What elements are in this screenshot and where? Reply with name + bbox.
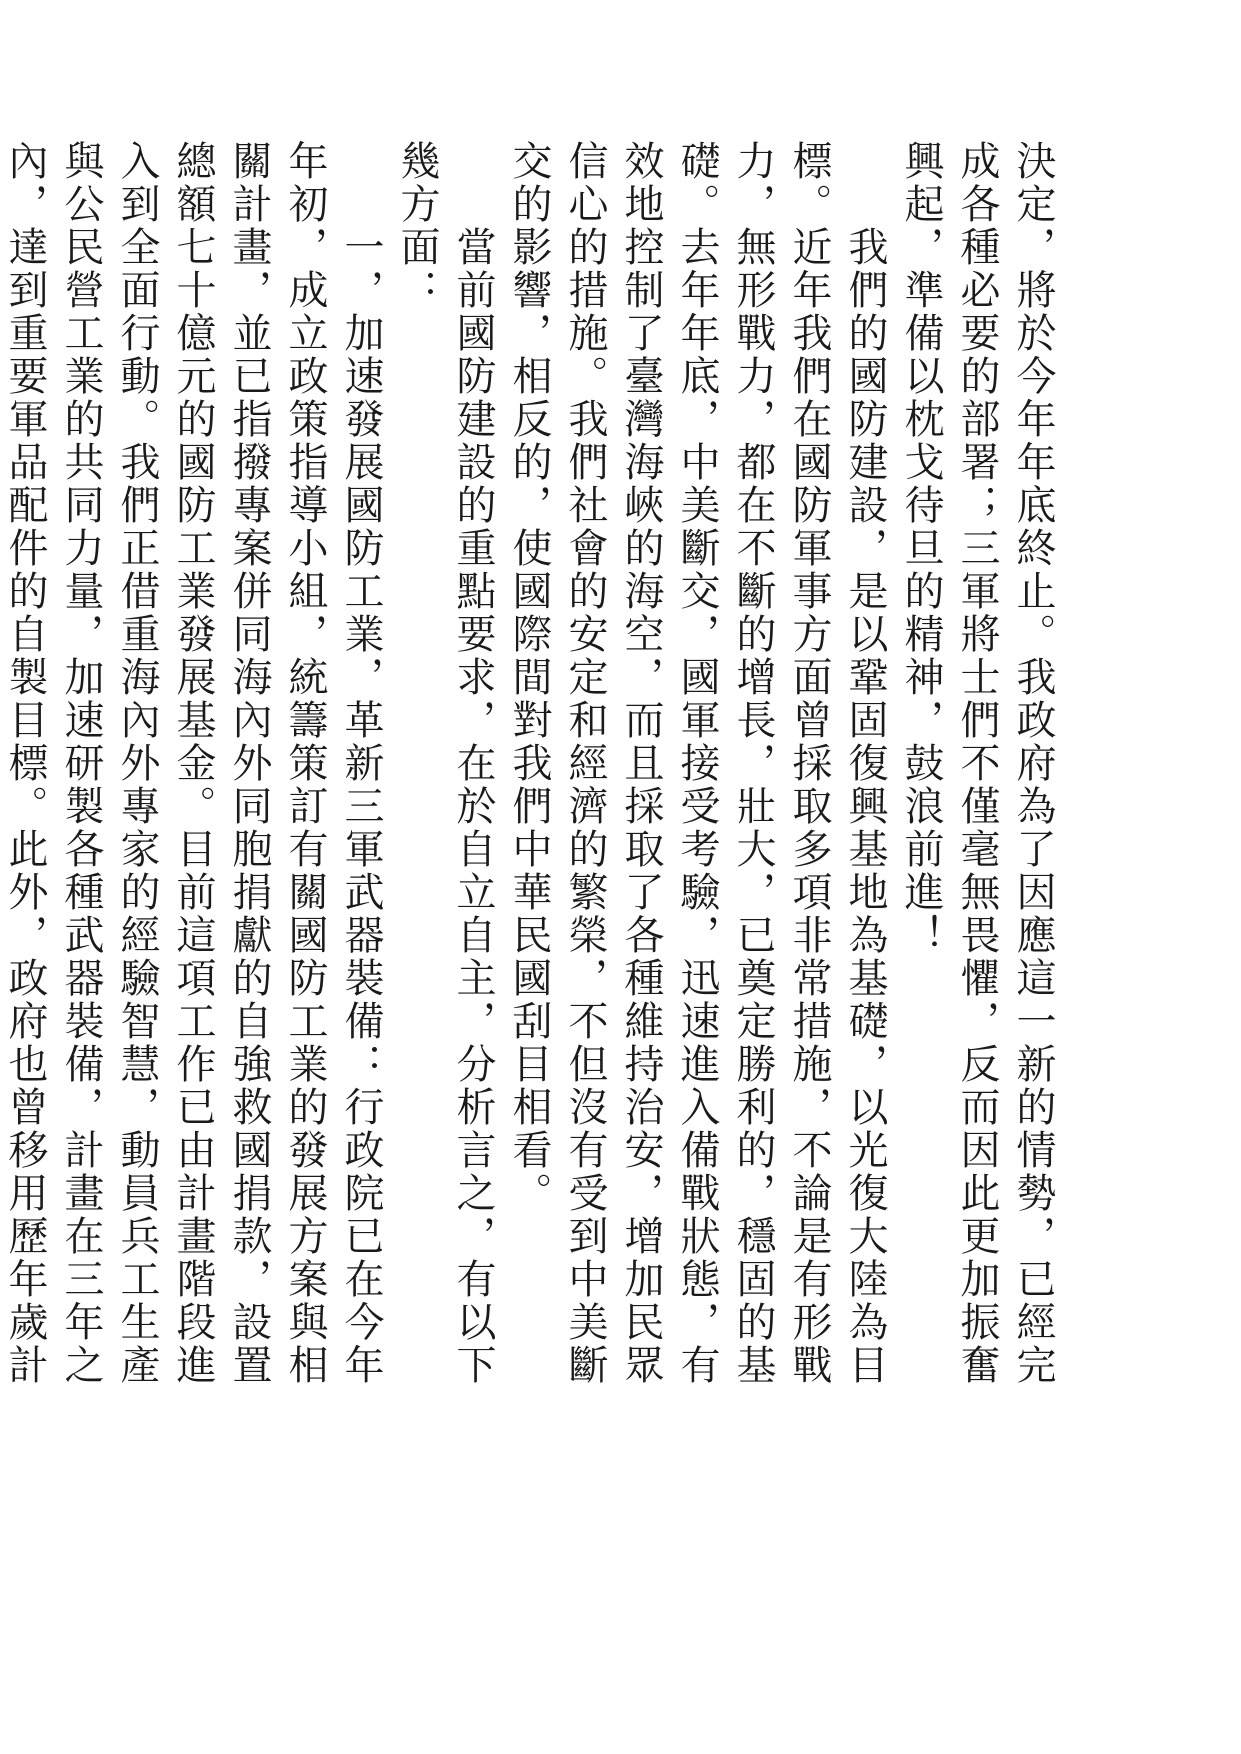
text-column: 與公民營工業的共同力量，加速研製各種武器裝備，計畫在三年之 [58,140,104,1387]
text-column: 一，加速發展國防工業，革新三軍武器裝備：行政院已在今年 [338,140,384,1387]
text-column: 決定，將於今年年底終止。我政府為了因應這一新的情勢，已經完 [1010,140,1056,1387]
text-column: 交的影響，相反的，使國際間對我們中華民國刮目相看。 [506,140,552,1215]
text-column: 關計畫，並已指撥專案併同海內外同胞捐獻的自強救國捐款，設置 [226,140,272,1387]
text-column: 信心的措施。我們社會的安定和經濟的繁榮，不但沒有受到中美斷 [562,140,608,1387]
text-column: 標。近年我們在國防軍事方面曾採取多項非常措施，不論是有形戰 [786,140,832,1387]
text-column: 當前國防建設的重點要求，在於自立自主，分析言之，有以下 [450,140,496,1387]
text-column: 年初，成立政策指導小組，統籌策訂有關國防工業的發展方案與相 [282,140,328,1387]
text-column: 礎。去年年底，中美斷交，國軍接受考驗，迅速進入備戰狀態，有 [674,140,720,1387]
vertical-text-body [0,140,1061,1670]
text-column: 內，達到重要軍品配件的自製目標。此外，政府也曾移用歷年歲計 [2,140,48,1387]
text-column: 興起，準備以枕戈待旦的精神，鼓浪前進！ [898,140,944,957]
text-column: 成各種必要的部署；三軍將士們不僅毫無畏懼，反而因此更加振奮 [954,140,1000,1387]
text-column: 幾方面： [394,140,440,312]
text-column: 效地控制了臺灣海峽的海空，而且採取了各種維持治安，增加民眾 [618,140,664,1387]
text-column: 力，無形戰力，都在不斷的增長，壯大，已奠定勝利的，穩固的基 [730,140,776,1387]
text-column: 我們的國防建設，是以鞏固復興基地為基礎，以光復大陸為目 [842,140,888,1387]
text-column: 入到全面行動。我們正借重海內外專家的經驗智慧，動員兵工生產 [114,140,160,1387]
text-column: 總額七十億元的國防工業發展基金。目前這項工作已由計畫階段進 [170,140,216,1387]
